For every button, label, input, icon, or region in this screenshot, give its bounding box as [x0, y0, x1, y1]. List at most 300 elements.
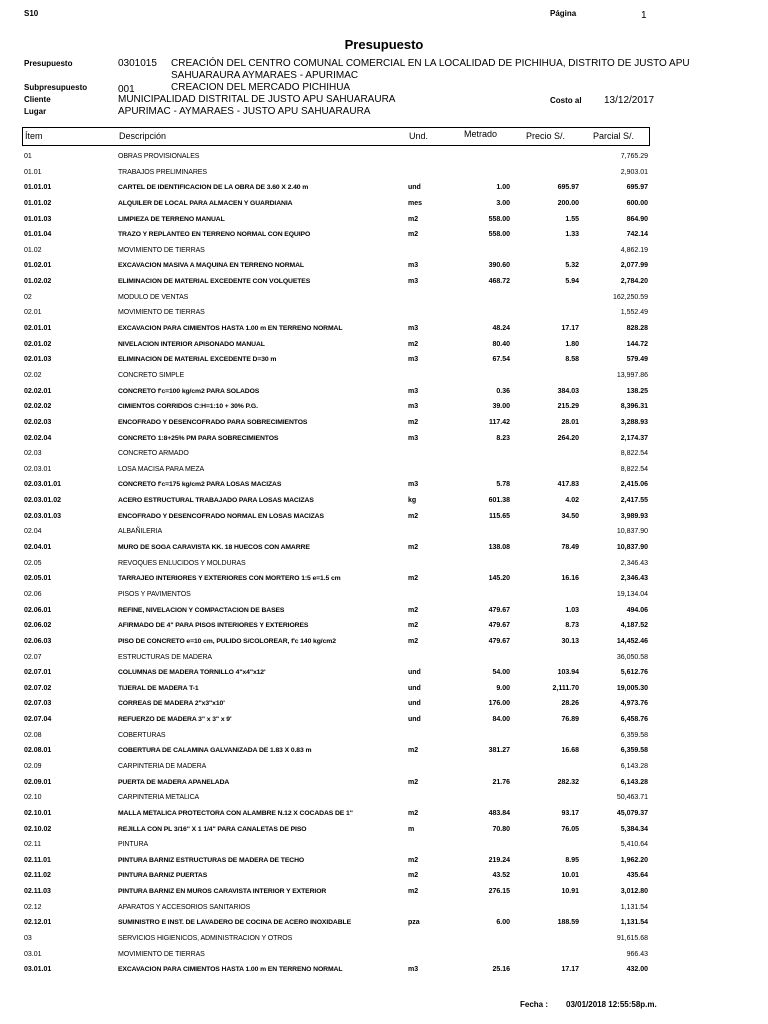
table-row: [0, 854, 768, 870]
row-parcial: 19,134.04: [616, 590, 648, 598]
row-unit: kg: [408, 497, 417, 505]
row-parcial: 432.00: [626, 966, 648, 974]
row-parcial: 138.25: [626, 387, 648, 395]
row-parcial: 742.14: [626, 231, 648, 239]
row-parcial: 828.28: [626, 325, 648, 333]
row-description: COLUMNAS DE MADERA TORNILLO 4"x4"x12': [118, 669, 266, 677]
row-parcial: 162,250.59: [612, 293, 648, 301]
row-metrado: 145.20: [488, 575, 510, 583]
row-item: 03: [24, 935, 32, 943]
row-item: 01.02.01: [24, 262, 52, 270]
row-parcial: 50,463.71: [616, 794, 648, 802]
row-description: SERVICIOS HIGIENICOS, ADMINISTRACION Y OTROS: [118, 935, 293, 943]
col-precio: Precio S/.: [526, 131, 566, 141]
row-parcial: 2,174.37: [620, 434, 648, 442]
row-metrado: 67.54: [492, 356, 510, 364]
row-parcial: 8,822.54: [620, 450, 648, 458]
table-row: [0, 697, 768, 713]
table-row: [0, 228, 768, 244]
presupuesto-code: 0301015: [118, 58, 157, 69]
table-row: [0, 306, 768, 322]
row-description: EXCAVACION PARA CIMIENTOS HASTA 1.00 m EN TERRENO NORMAL: [118, 966, 343, 974]
row-metrado: 390.60: [488, 262, 510, 270]
row-item: 02.03: [24, 450, 42, 458]
table-row: [0, 447, 768, 463]
row-unit: m3: [408, 356, 419, 364]
table-row: [0, 541, 768, 557]
row-unit: m2: [408, 637, 419, 645]
row-description: COBERTURAS: [118, 731, 166, 739]
row-unit: m2: [408, 856, 419, 864]
row-item: 01.02: [24, 246, 42, 254]
row-description: LOSA MACISA PARA MEZA: [118, 465, 205, 473]
row-parcial: 19,005.30: [616, 684, 648, 692]
row-description: MOVIMIENTO DE TIERRAS: [118, 246, 205, 254]
row-item: 02.06.03: [24, 637, 52, 645]
row-metrado: 5.78: [496, 481, 510, 489]
row-description: MODULO DE VENTAS: [118, 293, 189, 301]
row-parcial: 864.90: [626, 215, 648, 223]
row-precio: 1.55: [565, 215, 579, 223]
row-description: EXCAVACION PARA CIMIENTOS HASTA 1.00 m EN TERRENO NORMAL: [118, 325, 343, 333]
row-precio: 1.33: [565, 231, 579, 239]
row-parcial: 144.72: [626, 340, 648, 348]
row-item: 02.11.02: [24, 872, 51, 880]
page-label: Página: [550, 9, 577, 18]
table-row: [0, 635, 768, 651]
row-precio: 28.26: [561, 700, 579, 708]
row-metrado: 1.00: [496, 184, 510, 192]
row-description: CARPINTERIA DE MADERA: [118, 762, 207, 770]
row-description: CONCRETO 1:8+25% PM PARA SOBRECIMIENTOS: [118, 434, 279, 442]
row-metrado: 39.00: [492, 403, 510, 411]
table-row: [0, 385, 768, 401]
row-description: ENCOFRADO Y DESENCOFRADO NORMAL EN LOSAS MACIZAS: [118, 512, 324, 520]
row-item: 02.07.04: [24, 716, 52, 724]
row-unit: und: [408, 184, 421, 192]
row-parcial: 6,359.58: [620, 731, 648, 739]
row-description: CIMIENTOS CORRIDOS C:H=1:10 + 30% P.G.: [118, 403, 258, 411]
row-precio: 16.16: [561, 575, 579, 583]
table-row: [0, 791, 768, 807]
row-parcial: 4,862.19: [620, 246, 648, 254]
row-item: 02.02.03: [24, 418, 52, 426]
row-metrado: 0.36: [496, 387, 510, 395]
fecha-label: Fecha :: [520, 1000, 549, 1009]
row-description: ELIMINACION DE MATERIAL EXCEDENTE D=30 m: [118, 356, 277, 364]
row-precio: 78.49: [561, 544, 579, 552]
row-precio: 10.91: [561, 888, 579, 896]
row-unit: m3: [408, 387, 419, 395]
row-unit: m2: [408, 340, 419, 348]
row-metrado: 479.67: [488, 606, 510, 614]
row-description: MOVIMIENTO DE TIERRAS: [118, 309, 205, 317]
table-row: [0, 181, 768, 197]
row-item: 02.01.01: [24, 325, 52, 333]
row-item: 01.01.03: [24, 215, 52, 223]
row-item: 02.02.04: [24, 434, 52, 442]
row-parcial: 2,417.55: [620, 497, 648, 505]
row-precio: 200.00: [557, 199, 579, 207]
row-parcial: 8,396.31: [620, 403, 648, 411]
row-precio: 17.17: [561, 966, 579, 974]
row-item: 02.11.03: [24, 888, 51, 896]
row-precio: 76.05: [561, 825, 579, 833]
fecha-value: 03/01/2018 12:55:58p.m.: [566, 1000, 657, 1009]
row-description: MOVIMIENTO DE TIERRAS: [118, 950, 205, 958]
row-item: 02: [24, 293, 32, 301]
row-parcial: 6,458.76: [620, 716, 648, 724]
row-description: NIVELACION INTERIOR APISONADO MANUAL: [118, 340, 265, 348]
row-precio: 30.13: [561, 637, 579, 645]
col-parcial: Parcial S/.: [593, 131, 635, 141]
row-unit: m3: [408, 325, 419, 333]
row-item: 02.08: [24, 731, 42, 739]
row-description: SUMINISTRO E INST. DE LAVADERO DE COCINA DE ACERO INOXIDABLE: [118, 919, 352, 927]
row-description: EXCAVACION MASIVA A MAQUINA EN TERRENO NORMAL: [118, 262, 304, 270]
table-row: [0, 259, 768, 275]
row-unit: und: [408, 716, 421, 724]
row-description: APARATOS Y ACCESORIOS SANITARIOS: [118, 903, 251, 911]
row-parcial: 600.00: [626, 199, 648, 207]
row-parcial: 5,612.76: [620, 669, 648, 677]
row-description: ENCOFRADO Y DESENCOFRADO PARA SOBRECIMIENTOS: [118, 418, 308, 426]
row-metrado: 176.00: [488, 700, 510, 708]
row-parcial: 8,822.54: [620, 465, 648, 473]
row-unit: m2: [408, 231, 419, 239]
col-und: Und.: [409, 131, 429, 141]
table-row: [0, 776, 768, 792]
row-metrado: 6.00: [496, 919, 510, 927]
row-precio: 8.73: [565, 622, 579, 630]
row-unit: mes: [408, 199, 423, 207]
row-item: 02.10: [24, 794, 42, 802]
table-row: [0, 823, 768, 839]
row-item: 02.06.01: [24, 606, 52, 614]
row-unit: und: [408, 684, 421, 692]
row-metrado: 8.23: [496, 434, 510, 442]
row-unit: und: [408, 700, 421, 708]
row-item: 02.03.01: [24, 465, 52, 473]
table-row: [0, 713, 768, 729]
row-item: 03.01: [24, 950, 42, 958]
row-unit: m3: [408, 481, 419, 489]
row-description: PINTURA BARNIZ EN MUROS CARAVISTA INTERIOR Y EXTERIOR: [118, 888, 327, 896]
subpresupuesto-code: 001: [118, 84, 135, 95]
row-metrado: 381.27: [488, 747, 510, 755]
row-item: 02.08.01: [24, 747, 52, 755]
table-row: [0, 932, 768, 948]
row-metrado: 80.40: [492, 340, 510, 348]
row-item: 02.07.02: [24, 684, 52, 692]
row-precio: 188.59: [557, 919, 579, 927]
row-item: 02.12.01: [24, 919, 52, 927]
row-item: 02.07.01: [24, 669, 52, 677]
table-row: [0, 494, 768, 510]
row-metrado: 601.38: [488, 497, 510, 505]
row-description: ELIMINACION DE MATERIAL EXCEDENTE CON VOLQUETES: [118, 278, 311, 286]
row-precio: 34.50: [561, 512, 579, 520]
table-header: [22, 127, 650, 146]
row-item: 02.03.01.01: [24, 481, 61, 489]
report-code: S10: [24, 9, 39, 18]
row-item: 01.01: [24, 168, 42, 176]
row-parcial: 10,837.90: [616, 528, 648, 536]
row-precio: 215.29: [557, 403, 579, 411]
row-description: ESTRUCTURAS DE MADERA: [118, 653, 212, 661]
table-row: [0, 322, 768, 338]
row-description: PISO DE CONCRETO e=10 cm, PULIDO S/COLOREAR, f'c 140 kg/cm2: [118, 637, 336, 645]
row-item: 02.02.01: [24, 387, 52, 395]
row-description: CONCRETO SIMPLE: [118, 371, 185, 379]
row-description: CONCRETO f'c=100 kg/cm2 PARA SOLADOS: [118, 387, 260, 395]
row-description: ALBAÑILERIA: [118, 528, 163, 536]
row-parcial: 1,962.20: [620, 856, 648, 864]
row-metrado: 558.00: [488, 215, 510, 223]
row-metrado: 558.00: [488, 231, 510, 239]
table-row: [0, 510, 768, 526]
row-unit: pza: [408, 919, 420, 927]
row-item: 02.09: [24, 762, 42, 770]
row-metrado: 21.76: [492, 778, 510, 786]
row-metrado: 479.67: [488, 637, 510, 645]
row-item: 02.09.01: [24, 778, 52, 786]
row-parcial: 2,346.43: [620, 575, 648, 583]
row-precio: 264.20: [557, 434, 579, 442]
row-metrado: 276.15: [488, 888, 510, 896]
row-parcial: 6,359.58: [620, 747, 648, 755]
row-description: TIJERAL DE MADERA T-1: [118, 684, 199, 692]
row-description: REFUERZO DE MADERA 3" x 3" x 9': [118, 716, 232, 724]
row-precio: 8.95: [565, 856, 579, 864]
row-unit: m3: [408, 966, 419, 974]
row-unit: und: [408, 669, 421, 677]
row-description: AFIRMADO DE 4" PARA PISOS INTERIORES Y EXTERIORES: [118, 622, 309, 630]
table-row: [0, 838, 768, 854]
row-item: 03.01.01: [24, 966, 52, 974]
row-description: CONCRETO ARMADO: [118, 450, 189, 458]
row-unit: m: [408, 825, 415, 833]
presupuesto-label: Presupuesto: [24, 59, 73, 68]
row-description: PINTURA: [118, 841, 149, 849]
cliente-label: Cliente: [24, 95, 51, 104]
row-parcial: 695.97: [626, 184, 648, 192]
row-precio: 1.80: [565, 340, 579, 348]
row-unit: m2: [408, 418, 419, 426]
row-metrado: 25.16: [492, 966, 510, 974]
table-row: [0, 744, 768, 760]
row-metrado: 70.80: [492, 825, 510, 833]
row-unit: m2: [408, 512, 419, 520]
row-description: ALQUILER DE LOCAL PARA ALMACEN Y GUARDIANIA: [118, 199, 293, 207]
table-row: [0, 604, 768, 620]
row-precio: 417.83: [557, 481, 579, 489]
row-parcial: 2,346.43: [620, 559, 648, 567]
row-item: 02.01.03: [24, 356, 52, 364]
subpresupuesto-label: Subpresupuesto: [24, 83, 88, 92]
row-metrado: 54.00: [492, 669, 510, 677]
table-row: [0, 588, 768, 604]
row-description: CARPINTERIA METALICA: [118, 794, 200, 802]
row-description: ACERO ESTRUCTURAL TRABAJADO PARA LOSAS MACIZAS: [118, 497, 314, 505]
row-description: REJILLA CON PL 3/16" X 1 1/4" PARA CANALETAS DE PISO: [118, 825, 307, 833]
row-unit: m3: [408, 278, 419, 286]
row-item: 02.05.01: [24, 575, 52, 583]
row-item: 01.01.04: [24, 231, 52, 239]
row-parcial: 1,131.54: [620, 903, 648, 911]
table-row: [0, 432, 768, 448]
row-description: MALLA METALICA PROTECTORA CON ALAMBRE N.12 X COCADAS DE 1": [118, 809, 353, 817]
row-parcial: 494.06: [626, 606, 648, 614]
table-row: [0, 948, 768, 964]
row-precio: 1.03: [565, 606, 579, 614]
row-unit: m2: [408, 809, 419, 817]
col-metrado: Metrado: [464, 129, 498, 139]
row-parcial: 966.43: [626, 950, 648, 958]
row-parcial: 13,997.86: [616, 371, 648, 379]
table-row: [0, 557, 768, 573]
row-item: 02.10.01: [24, 809, 52, 817]
row-description: CARTEL DE IDENTIFICACION DE LA OBRA DE 3.60 X 2.40 m: [118, 184, 309, 192]
table-row: [0, 213, 768, 229]
budget-table: [0, 150, 768, 979]
row-unit: m3: [408, 434, 419, 442]
col-item: Ítem: [25, 131, 43, 141]
row-item: 02.11: [24, 841, 41, 849]
table-row: [0, 619, 768, 635]
table-row: [0, 885, 768, 901]
table-row: [0, 729, 768, 745]
row-parcial: 3,989.93: [620, 512, 648, 520]
row-parcial: 10,837.90: [616, 544, 648, 552]
row-precio: 695.97: [557, 184, 579, 192]
row-item: 02.06: [24, 590, 42, 598]
presupuesto-desc-line1: CREACIÓN DEL CENTRO COMUNAL COMERCIAL EN LA LOCALIDAD DE PICHIHUA, DISTRITO DE JUSTO APU: [171, 58, 690, 69]
row-item: 02.01: [24, 309, 42, 317]
row-item: 01.01.01: [24, 184, 52, 192]
table-row: [0, 244, 768, 260]
row-parcial: 4,187.52: [620, 622, 648, 630]
row-parcial: 14,452.46: [616, 637, 648, 645]
row-item: 01: [24, 153, 32, 160]
row-precio: 8.58: [565, 356, 579, 364]
row-item: 02.07: [24, 653, 42, 661]
row-unit: m2: [408, 622, 419, 630]
table-row: [0, 197, 768, 213]
row-parcial: 6,143.28: [620, 762, 648, 770]
row-parcial: 2,784.20: [620, 278, 648, 286]
row-metrado: 138.08: [488, 544, 510, 552]
row-unit: m2: [408, 215, 419, 223]
row-description: PISOS Y PAVIMENTOS: [118, 590, 191, 598]
row-parcial: 3,288.93: [620, 418, 648, 426]
row-parcial: 2,415.06: [620, 481, 648, 489]
row-description: PUERTA DE MADERA APANELADA: [118, 778, 230, 786]
row-item: 02.12: [24, 903, 42, 911]
row-item: 02.06.02: [24, 622, 52, 630]
row-metrado: 48.24: [492, 325, 510, 333]
row-parcial: 1,131.54: [620, 919, 648, 927]
table-row: [0, 916, 768, 932]
row-parcial: 3,012.80: [620, 888, 648, 896]
row-precio: 16.68: [561, 747, 579, 755]
row-item: 02.05: [24, 559, 42, 567]
row-item: 02.10.02: [24, 825, 52, 833]
row-metrado: 483.84: [488, 809, 510, 817]
row-parcial: 1,552.49: [620, 309, 648, 317]
page-title: Presupuesto: [344, 37, 424, 52]
table-row: [0, 150, 768, 166]
subpresupuesto-desc: CREACION DEL MERCADO PICHIHUA: [171, 82, 351, 93]
row-item: 02.02.02: [24, 403, 52, 411]
row-metrado: 3.00: [496, 199, 510, 207]
row-metrado: 479.67: [488, 622, 510, 630]
row-metrado: 219.24: [488, 856, 510, 864]
row-parcial: 5,384.34: [620, 825, 648, 833]
table-row: [0, 400, 768, 416]
row-item: 02.04.01: [24, 544, 52, 552]
row-metrado: 468.72: [488, 278, 510, 286]
cliente-value: MUNICIPALIDAD DISTRITAL DE JUSTO APU SAHUARAURA: [118, 94, 396, 105]
col-descripcion: Descripción: [119, 131, 167, 141]
row-description: REFINE, NIVELACION Y COMPACTACION DE BASES: [118, 606, 285, 614]
row-item: 02.02: [24, 371, 42, 379]
row-parcial: 91,615.68: [616, 935, 648, 943]
row-precio: 2,111.70: [552, 684, 579, 692]
row-unit: m2: [408, 872, 419, 880]
table-row: [0, 682, 768, 698]
table-row: [0, 369, 768, 385]
row-precio: 93.17: [561, 809, 579, 817]
table-row: [0, 166, 768, 182]
row-precio: 103.94: [557, 669, 579, 677]
row-description: CONCRETO f'c=175 kg/cm2 PARA LOSAS MACIZAS: [118, 481, 282, 489]
row-unit: m3: [408, 262, 419, 270]
table-row: [0, 651, 768, 667]
presupuesto-desc-line2: SAHUARAURA AYMARAES - APURIMAC: [171, 70, 359, 81]
table-row: [0, 291, 768, 307]
row-metrado: 115.65: [488, 512, 510, 520]
table-row: [0, 275, 768, 291]
row-precio: 28.01: [561, 418, 579, 426]
row-unit: m2: [408, 888, 419, 896]
row-precio: 5.32: [565, 262, 579, 270]
table-row: [0, 807, 768, 823]
row-description: TARRAJEO INTERIORES Y EXTERIORES CON MORTERO 1:5 e=1.5 cm: [118, 575, 341, 583]
row-precio: 10.01: [561, 872, 579, 880]
row-item: 02.04: [24, 528, 42, 536]
row-item: 01.02.02: [24, 278, 52, 286]
table-row: [0, 478, 768, 494]
row-parcial: 4,973.76: [620, 700, 648, 708]
row-description: COBERTURA DE CALAMINA GALVANIZADA DE 1.83 X 0.83 m: [118, 747, 312, 755]
row-parcial: 7,765.29: [620, 153, 648, 160]
row-unit: m3: [408, 403, 419, 411]
row-description: PINTURA BARNIZ ESTRUCTURAS DE MADERA DE TECHO: [118, 856, 305, 864]
lugar-label: Lugar: [24, 107, 47, 116]
row-parcial: 579.49: [626, 356, 648, 364]
row-metrado: 84.00: [492, 716, 510, 724]
row-precio: 76.89: [561, 716, 579, 724]
row-description: LIMPIEZA DE TERRENO MANUAL: [118, 215, 225, 223]
row-unit: m2: [408, 747, 419, 755]
row-description: TRABAJOS PRELIMINARES: [118, 168, 207, 176]
row-item: 01.01.02: [24, 199, 52, 207]
row-parcial: 45,079.37: [616, 809, 648, 817]
table-row: [0, 572, 768, 588]
row-item: 02.03.01.02: [24, 497, 61, 505]
row-parcial: 2,903.01: [620, 168, 648, 176]
